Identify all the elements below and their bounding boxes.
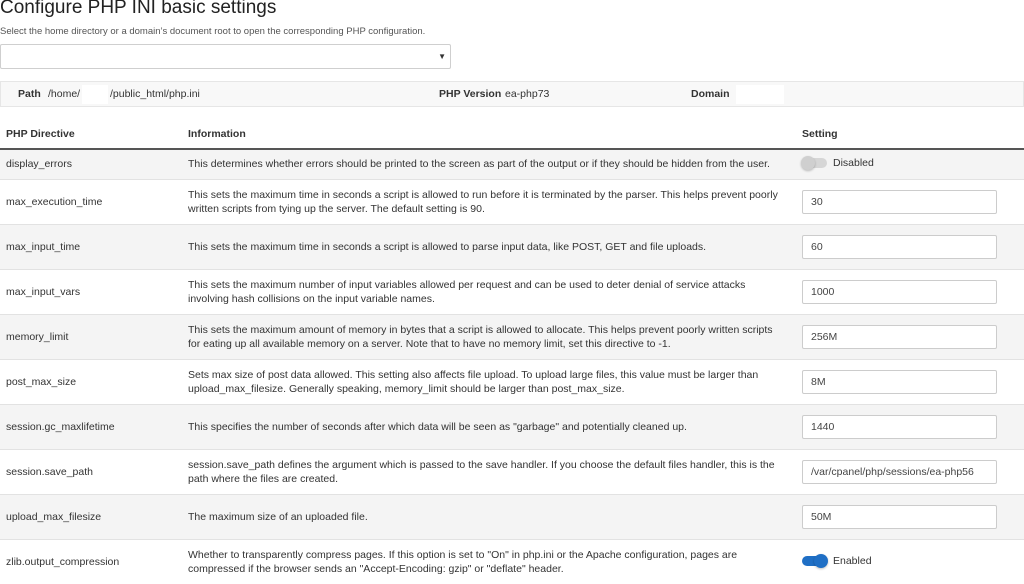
post-max-size-input[interactable] xyxy=(802,370,997,394)
table-row xyxy=(0,539,1024,584)
domain-label: Domain xyxy=(691,88,730,100)
table-row xyxy=(0,269,1024,314)
path-label: Path xyxy=(18,88,41,100)
display-errors-toggle[interactable] xyxy=(802,156,874,170)
toggle-track xyxy=(802,556,827,566)
directive-information: session.save_path defines the argument which is passed to the save handler. If you choose the default files handler, this is the path where the files are created. xyxy=(182,449,796,494)
directive-information: This specifies the number of seconds after which data will be seen as "garbage" and potentially cleaned up. xyxy=(182,404,796,449)
php-directives-table xyxy=(0,119,1024,584)
directive-setting xyxy=(796,269,1024,314)
path-prefix: /home/ xyxy=(48,88,81,100)
page-title: Configure PHP INI basic settings xyxy=(0,0,277,18)
directive-name: max_execution_time xyxy=(0,179,182,224)
max-input-vars-input[interactable] xyxy=(802,280,997,304)
directive-setting xyxy=(796,224,1024,269)
toggle-label: Disabled xyxy=(833,157,874,170)
directive-information: This determines whether errors should be printed to the screen as part of the output or if they should be hidden from the user. xyxy=(182,149,796,179)
memory-limit-input[interactable] xyxy=(802,325,997,349)
table-row xyxy=(0,224,1024,269)
directive-setting xyxy=(796,359,1024,404)
directive-name: session.gc_maxlifetime xyxy=(0,404,182,449)
toggle-label: Enabled xyxy=(833,554,872,567)
table-row xyxy=(0,404,1024,449)
toggle-knob xyxy=(801,156,815,170)
domain-value-redaction xyxy=(736,85,784,104)
directive-information: This sets the maximum time in seconds a script is allowed to parse input data, like POST, GET and file uploads. xyxy=(182,224,796,269)
directive-setting xyxy=(796,494,1024,539)
php-version-label: PHP Version xyxy=(439,88,502,100)
directive-name: display_errors xyxy=(0,149,182,179)
directive-name: upload_max_filesize xyxy=(0,494,182,539)
page-subtitle: Select the home directory or a domain’s document root to open the corresponding PHP configuration. xyxy=(0,26,426,37)
directive-name: post_max_size xyxy=(0,359,182,404)
directive-setting xyxy=(796,539,1024,584)
session-gc-maxlifetime-input[interactable] xyxy=(802,415,997,439)
directory-select[interactable] xyxy=(0,44,451,69)
directive-setting xyxy=(796,314,1024,359)
table-row xyxy=(0,449,1024,494)
php-version-value: ea-php73 xyxy=(505,88,550,100)
directive-information: Sets max size of post data allowed. This setting also affects file upload. To upload large files, this value must be larger than upload_max_filesize. Generally speaking, memory_limit should be larger than post_max_size. xyxy=(182,359,796,404)
directive-name: memory_limit xyxy=(0,314,182,359)
directive-information: The maximum size of an uploaded file. xyxy=(182,494,796,539)
info-bar xyxy=(0,81,1024,107)
path-username-redaction xyxy=(82,85,108,104)
toggle-knob xyxy=(814,554,828,568)
directive-information: Whether to transparently compress pages. If this option is set to "On" in php.ini or the Apache configuration, pages are compressed if the browser sends an "Accept-Encoding: gzip" or "deflate" header. xyxy=(182,539,796,584)
directive-information: This sets the maximum number of input variables allowed per request and can be used to deter denial of service attacks involving hash collisions on the input variable names. xyxy=(182,269,796,314)
zlib-output-compression-toggle[interactable] xyxy=(802,554,872,568)
table-row xyxy=(0,149,1024,179)
path-suffix: /public_html/php.ini xyxy=(110,88,200,100)
upload-max-filesize-input[interactable] xyxy=(802,505,997,529)
directive-information: This sets the maximum time in seconds a script is allowed to run before it is terminated by the parser. This helps prevent poorly written scripts from tying up the server. The default setting is 90. xyxy=(182,179,796,224)
directive-name: session.save_path xyxy=(0,449,182,494)
column-header-setting: Setting xyxy=(796,119,1024,149)
directive-setting xyxy=(796,149,1024,179)
caret-down-icon: ▼ xyxy=(438,52,446,61)
directive-name: max_input_time xyxy=(0,224,182,269)
table-header-row xyxy=(0,119,1024,149)
session-save-path-input[interactable] xyxy=(802,460,997,484)
directive-setting xyxy=(796,449,1024,494)
table-row xyxy=(0,314,1024,359)
column-header-information: Information xyxy=(182,119,796,149)
directive-name: zlib.output_compression xyxy=(0,539,182,584)
table-row xyxy=(0,359,1024,404)
max-execution-time-input[interactable] xyxy=(802,190,997,214)
directive-setting xyxy=(796,179,1024,224)
column-header-directive: PHP Directive xyxy=(0,119,182,149)
toggle-track xyxy=(802,158,827,168)
directive-information: This sets the maximum amount of memory in bytes that a script is allowed to allocate. This helps prevent poorly written scripts for eating up all available memory on a server. Note that to have no memory limit, set this directive to -1. xyxy=(182,314,796,359)
table-row xyxy=(0,179,1024,224)
directive-name: max_input_vars xyxy=(0,269,182,314)
table-row xyxy=(0,494,1024,539)
directive-setting xyxy=(796,404,1024,449)
max-input-time-input[interactable] xyxy=(802,235,997,259)
